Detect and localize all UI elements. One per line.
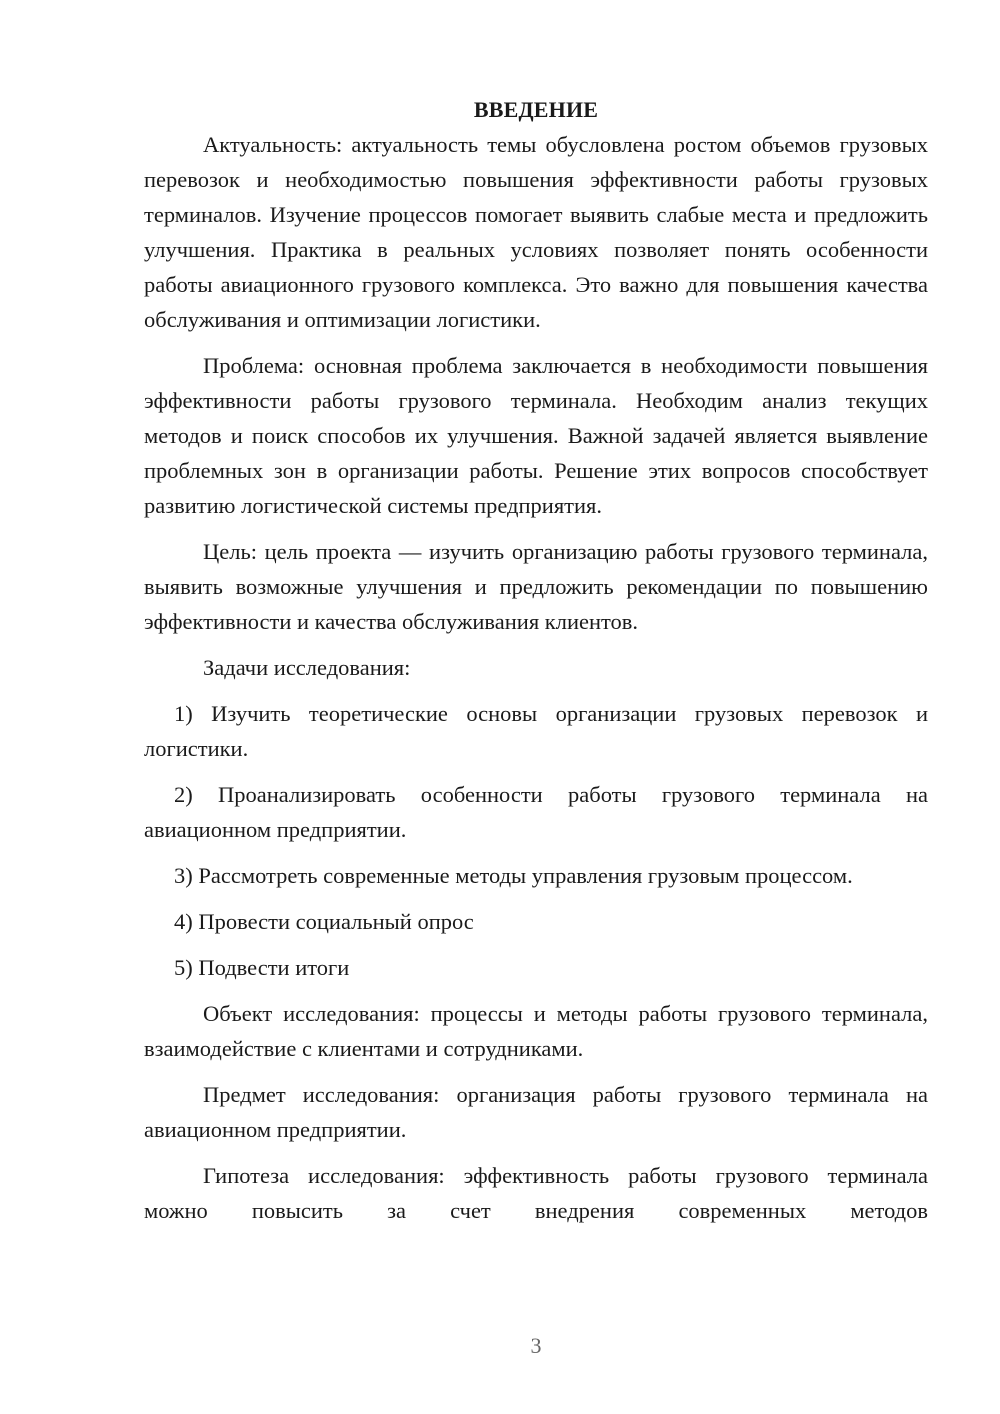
task-item-1: 1) Изучить теоретические основы организации грузовых перевозок и логистики. <box>144 701 928 761</box>
paragraph-relevance: Актуальность: актуальность темы обусловлена ростом объемов грузовых перевозок и необходимостью повышения эффективности работы грузовых терминалов. Изучение процессов помогает выявить слабые места и предложить улучшения. Практика в реальных условиях позволяет понять особенности работы авиационного грузового комплекса. Это важно для повышения качества обслуживания и оптимизации логистики. <box>144 132 928 332</box>
paragraph-goal: Цель: цель проекта — изучить организацию работы грузового терминала, выявить возможные улучшения и предложить рекомендации по повышению эффективности и качества обслуживания клиентов. <box>144 539 928 634</box>
page-number: 3 <box>530 1333 542 1358</box>
task-item-5: 5) Подвести итоги <box>174 955 350 980</box>
tasks-title: Задачи исследования: <box>203 655 411 680</box>
paragraph-hypothesis: Гипотеза исследования: эффективность работы грузового терминала можно повысить за счет внедрения современных методов <box>144 1163 928 1223</box>
paragraph-subject: Предмет исследования: организация работы грузового терминала на авиационном предприятии. <box>144 1082 928 1142</box>
section-heading: ВВЕДЕНИЕ <box>473 97 599 122</box>
task-item-3: 3) Рассмотреть современные методы управления грузовым процессом. <box>174 863 853 888</box>
paragraph-object: Объект исследования: процессы и методы работы грузового терминала, взаимодействие с клиентами и сотрудниками. <box>144 1001 928 1061</box>
task-item-4: 4) Провести социальный опрос <box>174 909 474 934</box>
document-page <box>144 92 928 1312</box>
task-item-2: 2) Проанализировать особенности работы грузового терминала на авиационном предприятии. <box>144 782 928 842</box>
paragraph-problem: Проблема: основная проблема заключается в необходимости повышения эффективности работы грузового терминала. Необходим анализ текущих методов и поиск способов их улучшения. Важной задачей является выявление проблемных зон в организации работы. Решение этих вопросов способствует развитию логистической системы предприятия. <box>144 353 928 518</box>
